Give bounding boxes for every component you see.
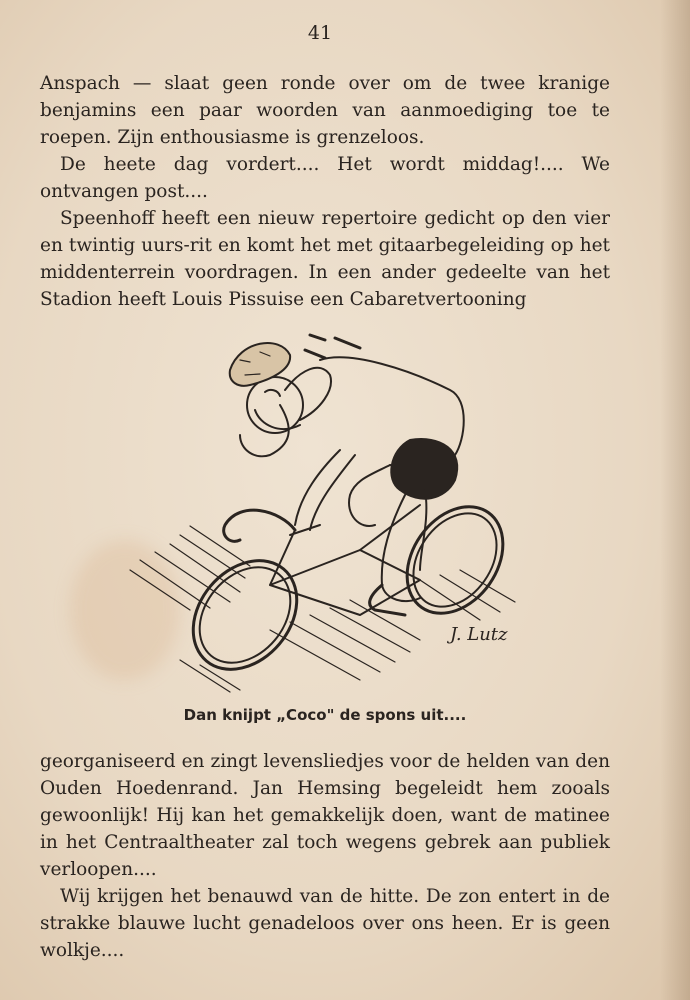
illustration-caption: Dan knijpt „Coco" de spons uit.... <box>183 706 467 724</box>
paragraph: De heete dag vordert.... Het wordt middag!.... We ontvangen post.... <box>40 154 610 202</box>
cyclist-illustration <box>120 330 540 700</box>
paragraph: georganiseerd en zingt levensliedjes voor de helden van den Ouden Hoedenrand. Jan Hemsing begeleidt hem zooals gewoonlijk! Hij kan het gemakkelijk doen, want de matinee in het Centraaltheater zal toch wegens gebrek aan publiek verloopen.... <box>40 751 610 880</box>
paragraph: Wij krijgen het benauwd van de hitte. De zon entert in de strakke blauwe lucht genadeloos over ons heen. Er is geen wolkje.... <box>40 886 610 961</box>
illustration-signature: J. Lutz <box>450 624 508 645</box>
page-edge-shadow <box>660 0 690 1000</box>
paragraph: Anspach — slaat geen ronde over om de twee kranige benjamins een paar woorden van aanmoediging toe te roepen. Zijn enthousiasme is grenzeloos. <box>40 73 610 148</box>
text-block-top <box>40 70 610 313</box>
text-block-bottom <box>40 748 610 964</box>
page-number: 41 <box>307 22 333 44</box>
paragraph: Speenhoff heeft een nieuw repertoire gedicht op den vier en twintig uurs-rit en komt het met gitaarbegeleiding op het middenterrein voordragen. In een ander gedeelte van het Stadion heeft Louis Pissuise een Cabaretvertooning <box>40 208 610 310</box>
